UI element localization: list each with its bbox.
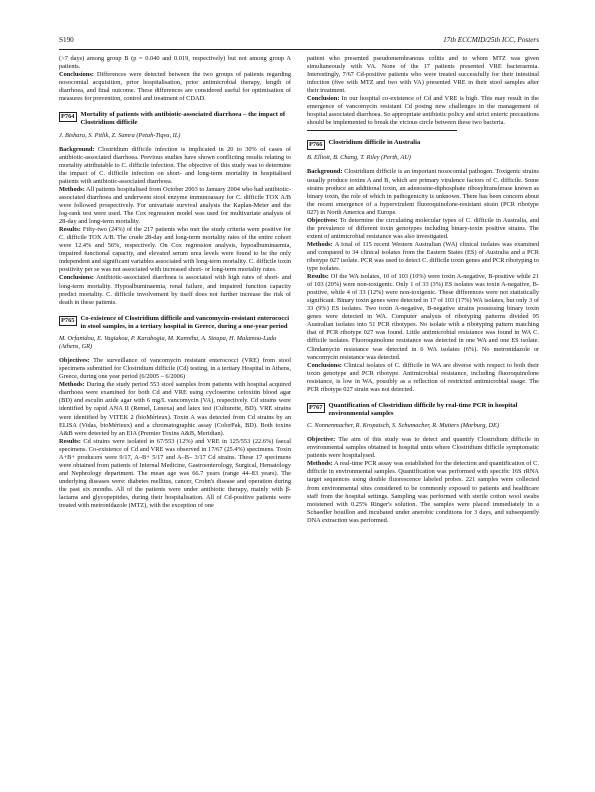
section-text: During the study period 553 stool samples from patients with hospital acquired diarrhoea were examined for both Cd and VRE using cycloserine cefoxitin blood agar (BD) and esculin azide agar with 6 mg/L vancomycin (VA), respectively. Cd strains were identified by rapid ANA II (Remel, Lenexa) and latex test (Culturette, BD). VRE strains were identified by VITEK 2 (bioMérieux). Toxin A was detected from Cd strains by an ELISA (Vidas, bioMérieux) and a chromatographic assay (ColorPak, BD). Both toxins A&B were detected by an EIA (Premier Toxins A&B, Meridian). xyxy=(59,381,291,437)
abstract-section xyxy=(59,146,291,186)
section-label: Objective: xyxy=(307,436,336,444)
section-label: Conclusions: xyxy=(59,274,94,282)
abstract-heading xyxy=(59,315,291,331)
section-text: To determine the circulating molecular types of C. difficile in Australia, and the prevalence of different toxin genotypes including binary-toxin positive strains. The extent of antimicrobial resistance was also investigated. xyxy=(307,216,539,240)
abstract-number: P766 xyxy=(309,141,323,149)
continued-text: patient who presented pseudomembranous colitis and to whom MTZ was given simultaneously with VA. None of the 17 patients presented VRE bacteraemia. Interestingly, 7/67 Cd-positive patients who were treated successfully for their intestinal infection (five with MTZ and two with VA) presented VRE in their stool samples after their treatment. xyxy=(307,55,539,95)
page-number: S190 xyxy=(59,36,74,44)
right-column xyxy=(307,55,539,525)
abstract-authors: J. Bishara, S. Pitlik, Z. Samra (Petah-Tiqva, IL) xyxy=(59,131,181,139)
continued-text: (>7 days) among group B (p = 0.040 and 0.019, respectively) but not among group A patients. xyxy=(59,55,291,71)
section-label: Methods: xyxy=(59,185,85,193)
section-text: The surveillance of vancomycin resistant enterococci (VRE) from stool specimens submitted for Clostridium difficile (Cd) testing, in a tertiary Hospital in Athens, Greece, during one year period (6/2005 – 6/2006) xyxy=(59,357,291,381)
abstract-section xyxy=(307,436,539,460)
abstract-title: Mortality of patients with antibiotic-associated diarrhoea – the impact of Clostridium difficile xyxy=(80,111,286,127)
abstract-section xyxy=(307,362,539,394)
section-text: A total of 115 recent Western Australian (WA) clinical isolates was examined and compared to 34 clinical isolates from the Eastern States (ES) of Australia and a PCR ribotype 027 isolate. PCR was used to detect C. difficile toxin genes and PCR ribotyping to type isolates. xyxy=(307,240,539,273)
abstract-section xyxy=(307,217,539,241)
section-text: Differences were detected between the two groups of patients regarding nosocomial acquisition, prior hospitalisation, prior antimicrobial therapy, length of diarrhoea, and final outcome. These differences are considered useful for optimisation of measures for prevention, control and treatment of CDAD. xyxy=(59,71,291,103)
abstract-number: P765 xyxy=(61,316,75,324)
header-rule xyxy=(59,49,539,50)
conference-name: 17th ECCMID/25th ICC, Posters xyxy=(443,36,539,44)
section-text: Antibiotic-associated diarrhoea is associated with high rates of short- and long-term mortality. Hypoalbuminaemia, renal failure, and impaired function capacity predict mortality. C. difficile involvement by itself does not further increase the risk of death in these patients. xyxy=(59,274,291,306)
section-text: Clostridium difficile infection is implicated in 20 to 30% of cases of antibiotic-associated diarrhoea. Previous studies have shown conflicting results relating to mortality attributable to C. difficile infection. The objective of this study was to determine the impact of C. difficile infection on short- and long-term mortality in hospitalised patients with antibiotic-associated diarrhoea. xyxy=(59,145,291,185)
abstract-authors: C. Nonnenmacher, R. Kropatsch, S. Schumacher, R. Mutters (Marburg, DE) xyxy=(307,422,500,430)
abstract-authors: B. Elliott, B. Chang, T. Riley (Perth, AU) xyxy=(307,154,411,162)
divider xyxy=(307,130,457,131)
abstract-section xyxy=(59,186,291,226)
section-label: Results: xyxy=(59,226,81,234)
continued-conclusions xyxy=(307,95,539,127)
section-label: Objectives: xyxy=(59,357,90,365)
abstract-title: Quantification of Clostridium difficile by real-time PCR in hospital environmental samples xyxy=(328,401,518,417)
abstract-heading xyxy=(307,139,539,150)
section-text: In our hospital co-existence of Cd and VRE is high. This may result in the emergence of vancomycin resistant Cd posing new challenges in the management of hospital associated diarrhoea. So appropriate antibiotic policy and strict enteric precautions should be implemented to break the vicious circle between these two bacteria. xyxy=(307,95,539,127)
abstract-section xyxy=(307,168,539,216)
abstract-section xyxy=(59,274,291,306)
section-text: Cd strains were isolated in 67/553 (12%) and VRE in 125/553 (22.6%) faecal specimens. Co-existence of Cd and VRE was observed in 17/67 (25.4%) specimens. Toxin A+B+ producers were 9/17, A–B+ 5/17 and A–B– 3/17 Cd strains. These 17 specimens were obtained from patients of Internal Medicine, Gastroenterology, Surgical, Hematology and Nephrology department. The mean age was 66.7 years (range 44–83 years). The underlying diseases were: diabetes mellitus, cancer, Crohn's disease and operation during the past six months. All of the patients were under antibiotic therapy, mainly with β-lactams and glycopeptides, during their hospitalisation. All of Cd-positive patients were treated with metronidazole (MTZ), with the exception of one xyxy=(59,437,291,510)
section-label: Conclusions: xyxy=(59,71,94,79)
abstract-number: P767 xyxy=(309,403,323,411)
section-label: Conclusions: xyxy=(307,361,342,369)
abstract-title: Co-existence of Clostridium difficile and vancomycin-resistant enterococci in stool samples, in a tertiary hospital in Greece, during a one-year period xyxy=(80,314,290,330)
section-text: All patients hospitalised from October 2003 to January 2004 who had antibiotic-associated diarrhoea and underwent stool enzyme immunoassay for C. difficile TOX A/B were followed prospectively. For univariate survival analysis the Kaplan-Meier and the log-rank test were used. The Cox regression model was used for multivariate analysis of 28-day and long-term mortality. xyxy=(59,185,291,226)
section-label: Objectives: xyxy=(307,216,338,224)
left-column xyxy=(59,55,291,510)
abstract-section xyxy=(59,381,291,437)
abstract-number: P764 xyxy=(61,113,75,121)
abstract-section xyxy=(59,357,291,381)
abstract-authors: M. Orfanidou, E. Vagiakou, P. Karabogia, M. Kanniha, A. Stoupa, H. Malamou-Lada (Athens, GR) xyxy=(59,335,277,351)
section-label: Methods: xyxy=(307,240,333,248)
section-label: Results: xyxy=(307,273,329,281)
abstract-heading xyxy=(59,111,291,127)
section-text: The aim of this study was to detect and quantify Clostridium difficile in environmental samples obtained in hospital units where Clostridium difficile symptomatic patients were hospitalysed. xyxy=(307,436,539,460)
abstract-title: Clostridium difficile in Australia xyxy=(328,139,421,147)
abstract-section xyxy=(307,460,539,524)
section-text: Clinical isolates of C. difficile in WA are diverse with respect to both their toxin genotype and PCR ribotype. Antimicrobial resistance, including fluoroquinolone resistance, is low in WA, possibly as a reflection of restricted antimicrobial usage. The PCR ribotype 027 strain was not detected. xyxy=(307,361,539,393)
section-label: Results: xyxy=(59,437,81,445)
abstract-section xyxy=(307,241,539,273)
section-label: Background: xyxy=(307,168,343,176)
running-header xyxy=(59,36,539,48)
abstract-section xyxy=(59,226,291,274)
abstract-section xyxy=(307,273,539,362)
section-text: Clostridium difficile is an important nosocomial pathogen. Toxigenic strains usually produce toxins A and B, which are primary virulence factors of C. difficile. Some strains produce an additional toxin, an adenosine-diphosphate ribosyltransferase known as binary toxin, the role of which in pathogenicity is unknown. There has been concern about the recent emergence of a hypervirulent fluoroquinolone-resistant strain (PCR ribotype 027) in North America and Europe. xyxy=(307,168,539,216)
section-label: Methods: xyxy=(307,460,333,468)
section-label: Background: xyxy=(59,145,95,153)
section-text: Fifty-two (24%) of the 217 patients who met the study criteria were positive for C. difficile TOX A/B. The crude 28-day and long-term mortality rates of the entire cohort were 12.4% and 56%, respectively. On Cox regression analysis, hypoalbuminaemia, impaired functional capacity, and elevated serum urea levels were found to be the only independent and significant variables associated with long-term mortality. C. difficile toxin positivity per se was not associated with increased short- or long-term mortality rates. xyxy=(59,226,291,274)
continued-conclusions xyxy=(59,71,291,103)
abstract-section xyxy=(59,438,291,510)
section-text: Of the WA isolates, 10 of 103 (10%) were toxin A-negative, B-positive while 21 of 103 (20%) were non-toxigenic. Only 1 of 33 (3%) ES isolates was toxin A-negative, B-positive, while 4 of 33 (12%) were non-toxigenic. These differences were not statistically significant. Binary toxin genes were detected in 17 of 103 (17%) WA isolates, but only 3 of 33 (9%) ES isolates. Two toxin A-negative, B-negative strains possessing binary toxin genes were detected in WA. Computer analysis of ribotyping patterns divided 95 Australian isolates into 51 PCR ribotypes. No isolate with a ribotyping pattern matching that of PCR ribotype 027 was found. Little antimicrobial resistance was found in WA C. difficile isolates. Fluoroquinolone resistance was detected in one WA and one ES isolate. Clindamycin resistance was detected in 6 WA isolates (6%). No metronidazole or vancomycin resistance was detected. xyxy=(307,273,539,361)
section-text: A real-time PCR assay was established for the detection and quantification of C. difficile in environmental samples. Quantification was performed with specific 16S rRNA target sequences using double fluorescence labeled probes. 221 samples were collected from environmental sites considered to be commonly exposed to patients and healthcare staff from the hospital settings. Sampling was performed with sterile cotton wool swabs moistened with 0.25% Ringer's solution. The samples were placed immediately in a Schaedler bouillon and incubated under anerobic conditions for 3 days, and subsequently DNA extraction was performed. xyxy=(307,460,539,524)
section-label: Conclusion: xyxy=(307,95,340,103)
section-label: Methods: xyxy=(59,381,85,389)
abstract-heading xyxy=(307,402,539,418)
